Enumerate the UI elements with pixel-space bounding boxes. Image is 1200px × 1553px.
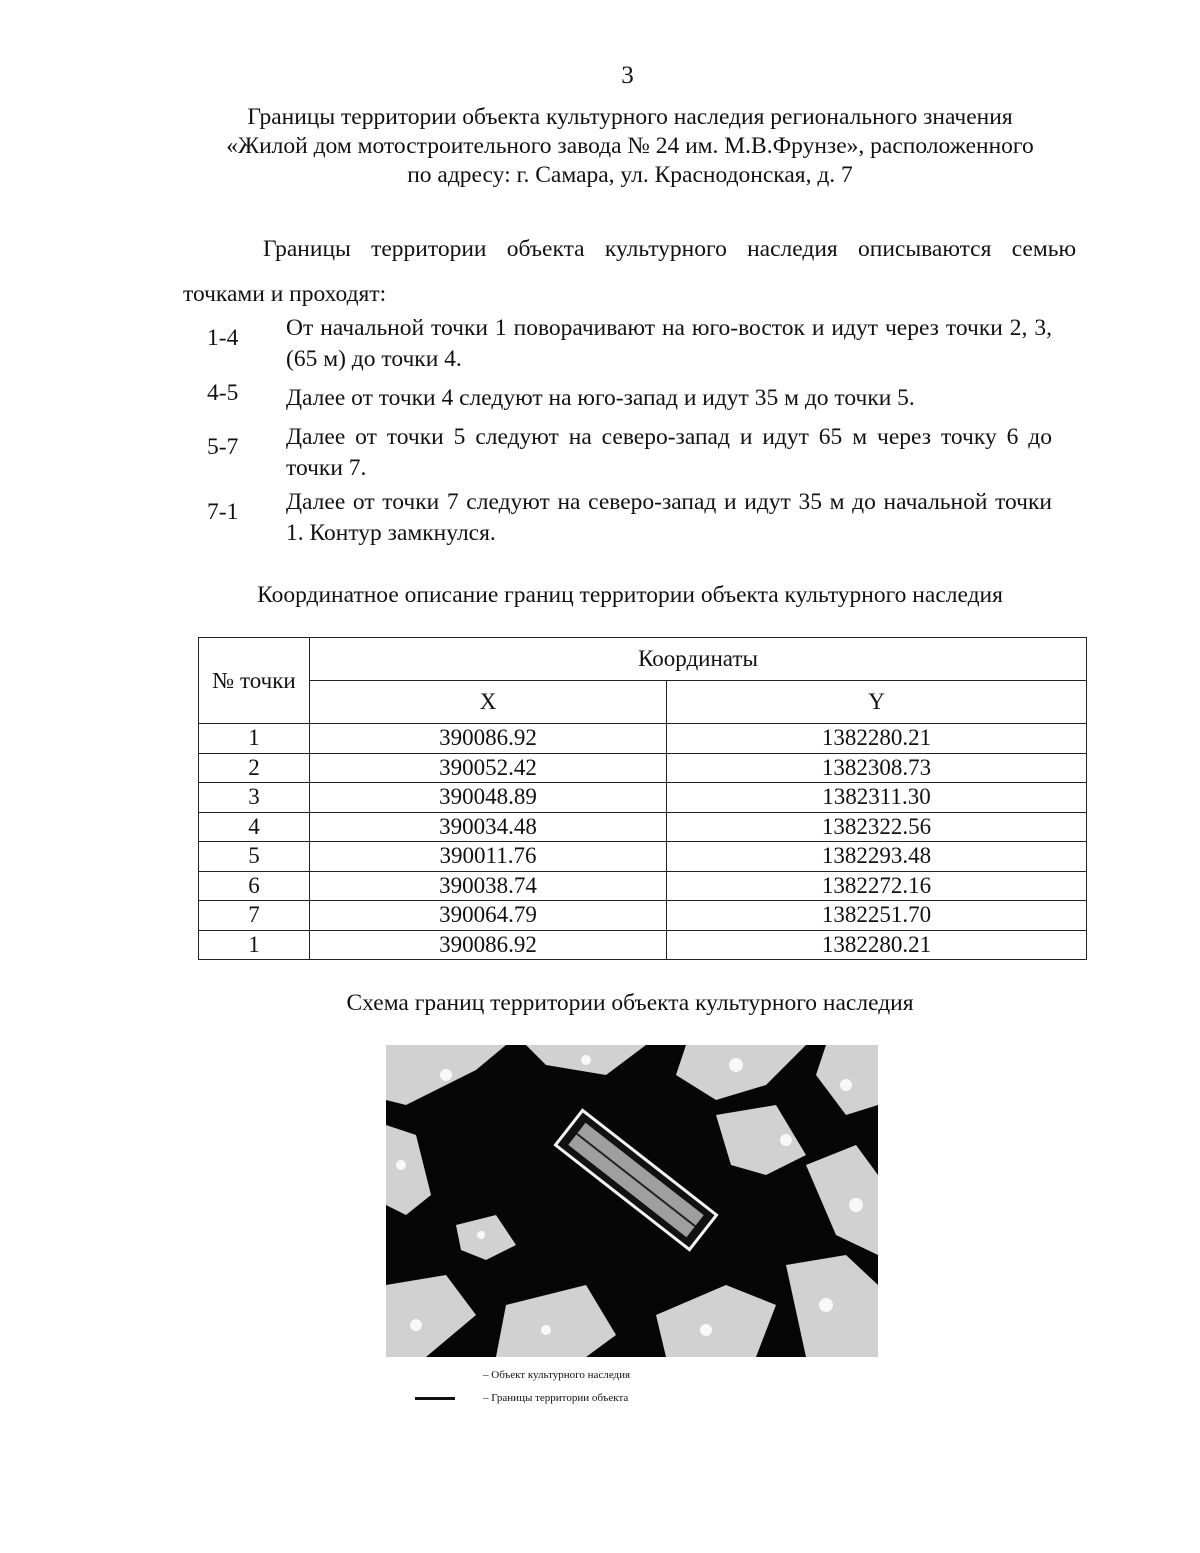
cell-x: 390086.92 (310, 724, 667, 754)
cell-y: 1382308.73 (667, 753, 1087, 783)
cell-point: 2 (199, 753, 310, 783)
title-line-3: по адресу: г. Самара, ул. Краснодонская, д. 7 (407, 162, 853, 188)
intro-paragraph: Границы территории объекта культурного наследия описываются семью точками и проходят: (183, 236, 1076, 307)
header-coordinates: Координаты (310, 638, 1087, 681)
header-y: Y (667, 681, 1087, 724)
cell-y: 1382280.21 (667, 930, 1087, 960)
cell-x: 390052.42 (310, 753, 667, 783)
cell-y: 1382251.70 (667, 901, 1087, 931)
cell-point: 4 (199, 812, 310, 842)
cell-point: 1 (199, 724, 310, 754)
cell-point: 1 (199, 930, 310, 960)
cell-y: 1382322.56 (667, 812, 1087, 842)
header-point-number: № точки (199, 638, 310, 724)
cell-y: 1382280.21 (667, 724, 1087, 754)
aerial-photo (386, 1045, 878, 1357)
segment-text: Далее от точки 5 следуют на северо-запад и идут 65 м через точку 6 до точки 7. (286, 424, 1052, 481)
legend-object-label: – Объект культурного наследия (483, 1369, 631, 1381)
table-row (199, 871, 1087, 901)
table-row (199, 812, 1087, 842)
table-row (199, 724, 1087, 754)
segment-code: 1-4 (207, 325, 239, 351)
document-title (170, 103, 1090, 190)
table-row (199, 842, 1087, 872)
legend-boundary-item (415, 1392, 628, 1404)
header-x: X (310, 681, 667, 724)
boundary-line-symbol (415, 1397, 455, 1400)
segment-code: 5-7 (207, 434, 239, 460)
cell-point: 7 (199, 901, 310, 931)
boundary-scheme-map (386, 1045, 878, 1357)
coordinates-table (198, 637, 1087, 960)
legend-boundary-label: – Границы территории объекта (483, 1392, 629, 1404)
cell-point: 3 (199, 783, 310, 813)
scheme-caption: Схема границ территории объекта культурного наследия (346, 990, 914, 1016)
cell-y: 1382311.30 (667, 783, 1087, 813)
cell-point: 5 (199, 842, 310, 872)
segment-code: 4-5 (207, 380, 239, 406)
cell-y: 1382293.48 (667, 842, 1087, 872)
table-caption: Координатное описание границ территории объекта культурного наследия (257, 582, 1003, 608)
page-number: 3 (621, 62, 634, 89)
segment-text: Далее от точки 4 следуют на юго-запад и идут 35 м до точки 5. (286, 385, 915, 411)
cell-point: 6 (199, 871, 310, 901)
cell-x: 390086.92 (310, 930, 667, 960)
legend-object-item (415, 1369, 630, 1381)
title-line-2: «Жилой дом мотостроительного завода № 24 им. М.В.Фрунзе», расположенного (226, 133, 1034, 159)
table-row (199, 753, 1087, 783)
title-line-1: Границы территории объекта культурного наследия регионального значения (247, 104, 1013, 130)
cell-x: 390048.89 (310, 783, 667, 813)
table-row (199, 930, 1087, 960)
cell-x: 390064.79 (310, 901, 667, 931)
table-row (199, 783, 1087, 813)
cell-x: 390034.48 (310, 812, 667, 842)
segment-text: От начальной точки 1 поворачивают на юго-восток и идут через точки 2, 3, (65 м) до точки 4. (286, 315, 1052, 372)
segment-text: Далее от точки 7 следуют на северо-запад и идут 35 м до начальной точки 1. Контур замкнулся. (286, 489, 1052, 546)
cell-x: 390011.76 (310, 842, 667, 872)
cell-y: 1382272.16 (667, 871, 1087, 901)
cell-x: 390038.74 (310, 871, 667, 901)
table-row (199, 901, 1087, 931)
segment-code: 7-1 (207, 499, 239, 525)
